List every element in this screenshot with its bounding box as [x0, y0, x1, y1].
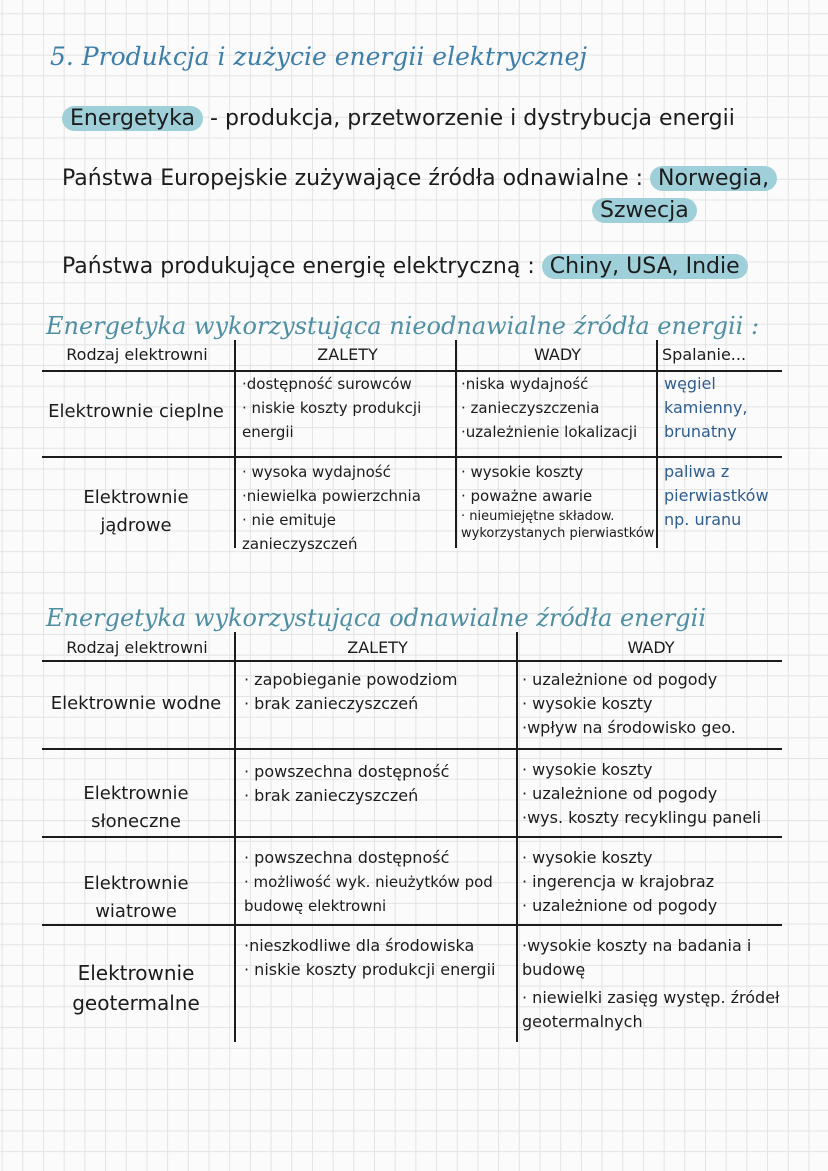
producers-value: Chiny, USA, Indie [542, 254, 748, 279]
nr-col-divider-3 [656, 340, 658, 548]
renewable-users-line-2 [592, 198, 697, 223]
nr-row-2-con-1: · wysokie koszty [461, 463, 584, 481]
r-row-4-name: Elektrownie geotermalne [72, 961, 200, 1015]
nr-header-cons: WADY [533, 345, 582, 364]
r-row-4-con-1: ·wysokie koszty na badania i budowę [522, 936, 752, 979]
renewable-users-value-2: Szwecja [592, 198, 697, 223]
r-row-divider-2 [42, 836, 782, 838]
r-row-4-pros [244, 934, 514, 982]
nr-row-2-pro-1: · wysoka wydajność [242, 463, 391, 481]
nr-row-2-con-3: · nieumiejętne składow. wykorzystanych pierwiastków [461, 509, 655, 541]
r-row-3-con-3: · uzależnione od pogody [522, 896, 718, 915]
nr-row-2-con-2: · poważne awarie [461, 487, 593, 505]
r-row-4-pro-2: · niskie koszty produkcji energii [244, 960, 496, 979]
renewable-heading: Energetyka wykorzystująca odnawialne źródła energii [46, 604, 706, 632]
nr-row-2-cons [461, 460, 655, 542]
r-row-4-pro-1: ·nieszkodliwe dla środowiska [244, 936, 475, 955]
r-row-2-name: Elektrownie słoneczne [83, 783, 189, 832]
r-header-pros: ZALETY [347, 638, 408, 657]
r-row-3-pros [244, 846, 514, 918]
r-col-divider-2 [516, 632, 518, 1042]
nr-header-extra: Spalanie... [662, 345, 747, 364]
nr-row-2-name: Elektrownie jądrowe [83, 487, 189, 536]
r-row-divider-1 [42, 748, 782, 750]
r-row-2-cons [522, 758, 782, 830]
r-col-divider-1 [234, 632, 236, 1042]
r-header-type: Rodzaj elektrowni [66, 638, 208, 657]
nr-row-2-pro-3: · nie emituje zanieczyszczeń [242, 511, 358, 553]
page-title: 5. Produkcja i zużycie energii elektrycznej [50, 42, 587, 71]
nr-col-divider-1 [234, 340, 236, 548]
r-row-3-pro-2: · możliwość wyk. nieużytków pod budowę elektrowni [244, 873, 493, 915]
nr-row-1-con-1: ·niska wydajność [461, 375, 589, 393]
r-row-2-pros [244, 760, 514, 808]
r-row-1-pros [244, 668, 514, 716]
r-row-4-con-2: · niewielki zasięg występ. źródeł geotermalnych [522, 988, 780, 1031]
nr-row-1-name: Elektrownie cieplne [48, 401, 224, 422]
nr-row-1-con-2: · zanieczyszczenia [461, 399, 600, 417]
nr-row-1-con-3: ·uzależnienie lokalizacji [461, 423, 638, 441]
r-row-2-pro-2: · brak zanieczyszczeń [244, 786, 419, 805]
definition-text: - produkcja, przetworzenie i dystrybucja energii [210, 106, 735, 131]
r-header-cons: WADY [627, 638, 675, 657]
r-row-2-pro-1: · powszechna dostępność [244, 762, 450, 781]
r-row-1-pro-2: · brak zanieczyszczeń [244, 694, 419, 713]
r-row-3-cons [522, 846, 782, 918]
r-header-divider [42, 660, 782, 662]
nr-row-2-pros [242, 460, 454, 556]
r-row-1-con-2: · wysokie koszty [522, 694, 653, 713]
renewable-users-line [62, 166, 777, 191]
nonrenewable-heading: Energetyka wykorzystująca nieodnawialne źródła energii : [46, 312, 760, 340]
nr-row-1-cons [461, 372, 655, 444]
nr-header-pros: ZALETY [317, 345, 378, 364]
r-row-3-name: Elektrownie wiatrowe [83, 873, 189, 922]
r-row-2-con-3: ·wys. koszty recyklingu paneli [522, 808, 762, 827]
nr-row-1-extra: węgiel kamienny, brunatny [664, 374, 748, 441]
producers-label: Państwa produkujące energię elektryczną : [62, 254, 535, 279]
nr-row-1-pro-1: ·dostępność surowców [242, 375, 412, 393]
r-row-1-con-1: · uzależnione od pogody [522, 670, 718, 689]
nr-row-2-pro-2: ·niewielka powierzchnia [242, 487, 421, 505]
renewable-users-label: Państwa Europejskie zużywające źródła odnawialne : [62, 166, 644, 191]
r-row-1-cons [522, 668, 782, 740]
r-row-2-con-1: · wysokie koszty [522, 760, 653, 779]
nr-header-type: Rodzaj elektrowni [66, 345, 208, 364]
producers-line [62, 254, 748, 279]
r-row-1-name: Elektrownie wodne [50, 693, 222, 714]
definition-line [62, 106, 735, 131]
nr-row-1-pro-2: · niskie koszty produkcji energii [242, 399, 422, 441]
r-row-3-con-1: · wysokie koszty [522, 848, 653, 867]
r-row-2-con-2: · uzależnione od pogody [522, 784, 718, 803]
nr-row-2-extra: paliwa z pierwiastków np. uranu [664, 462, 769, 529]
nr-col-divider-2 [455, 340, 457, 548]
r-row-1-pro-1: · zapobieganie powodziom [244, 670, 458, 689]
definition-term: Energetyka [62, 106, 203, 131]
renewable-users-value-1: Norwegia, [650, 166, 777, 191]
r-row-3-con-2: · ingerencja w krajobraz [522, 872, 715, 891]
r-row-1-con-3: ·wpływ na środowisko geo. [522, 718, 736, 737]
nr-row-1-pros [242, 372, 454, 444]
r-row-3-pro-1: · powszechna dostępność [244, 848, 450, 867]
nr-row-divider [42, 456, 782, 458]
r-row-4-cons [522, 934, 782, 1034]
